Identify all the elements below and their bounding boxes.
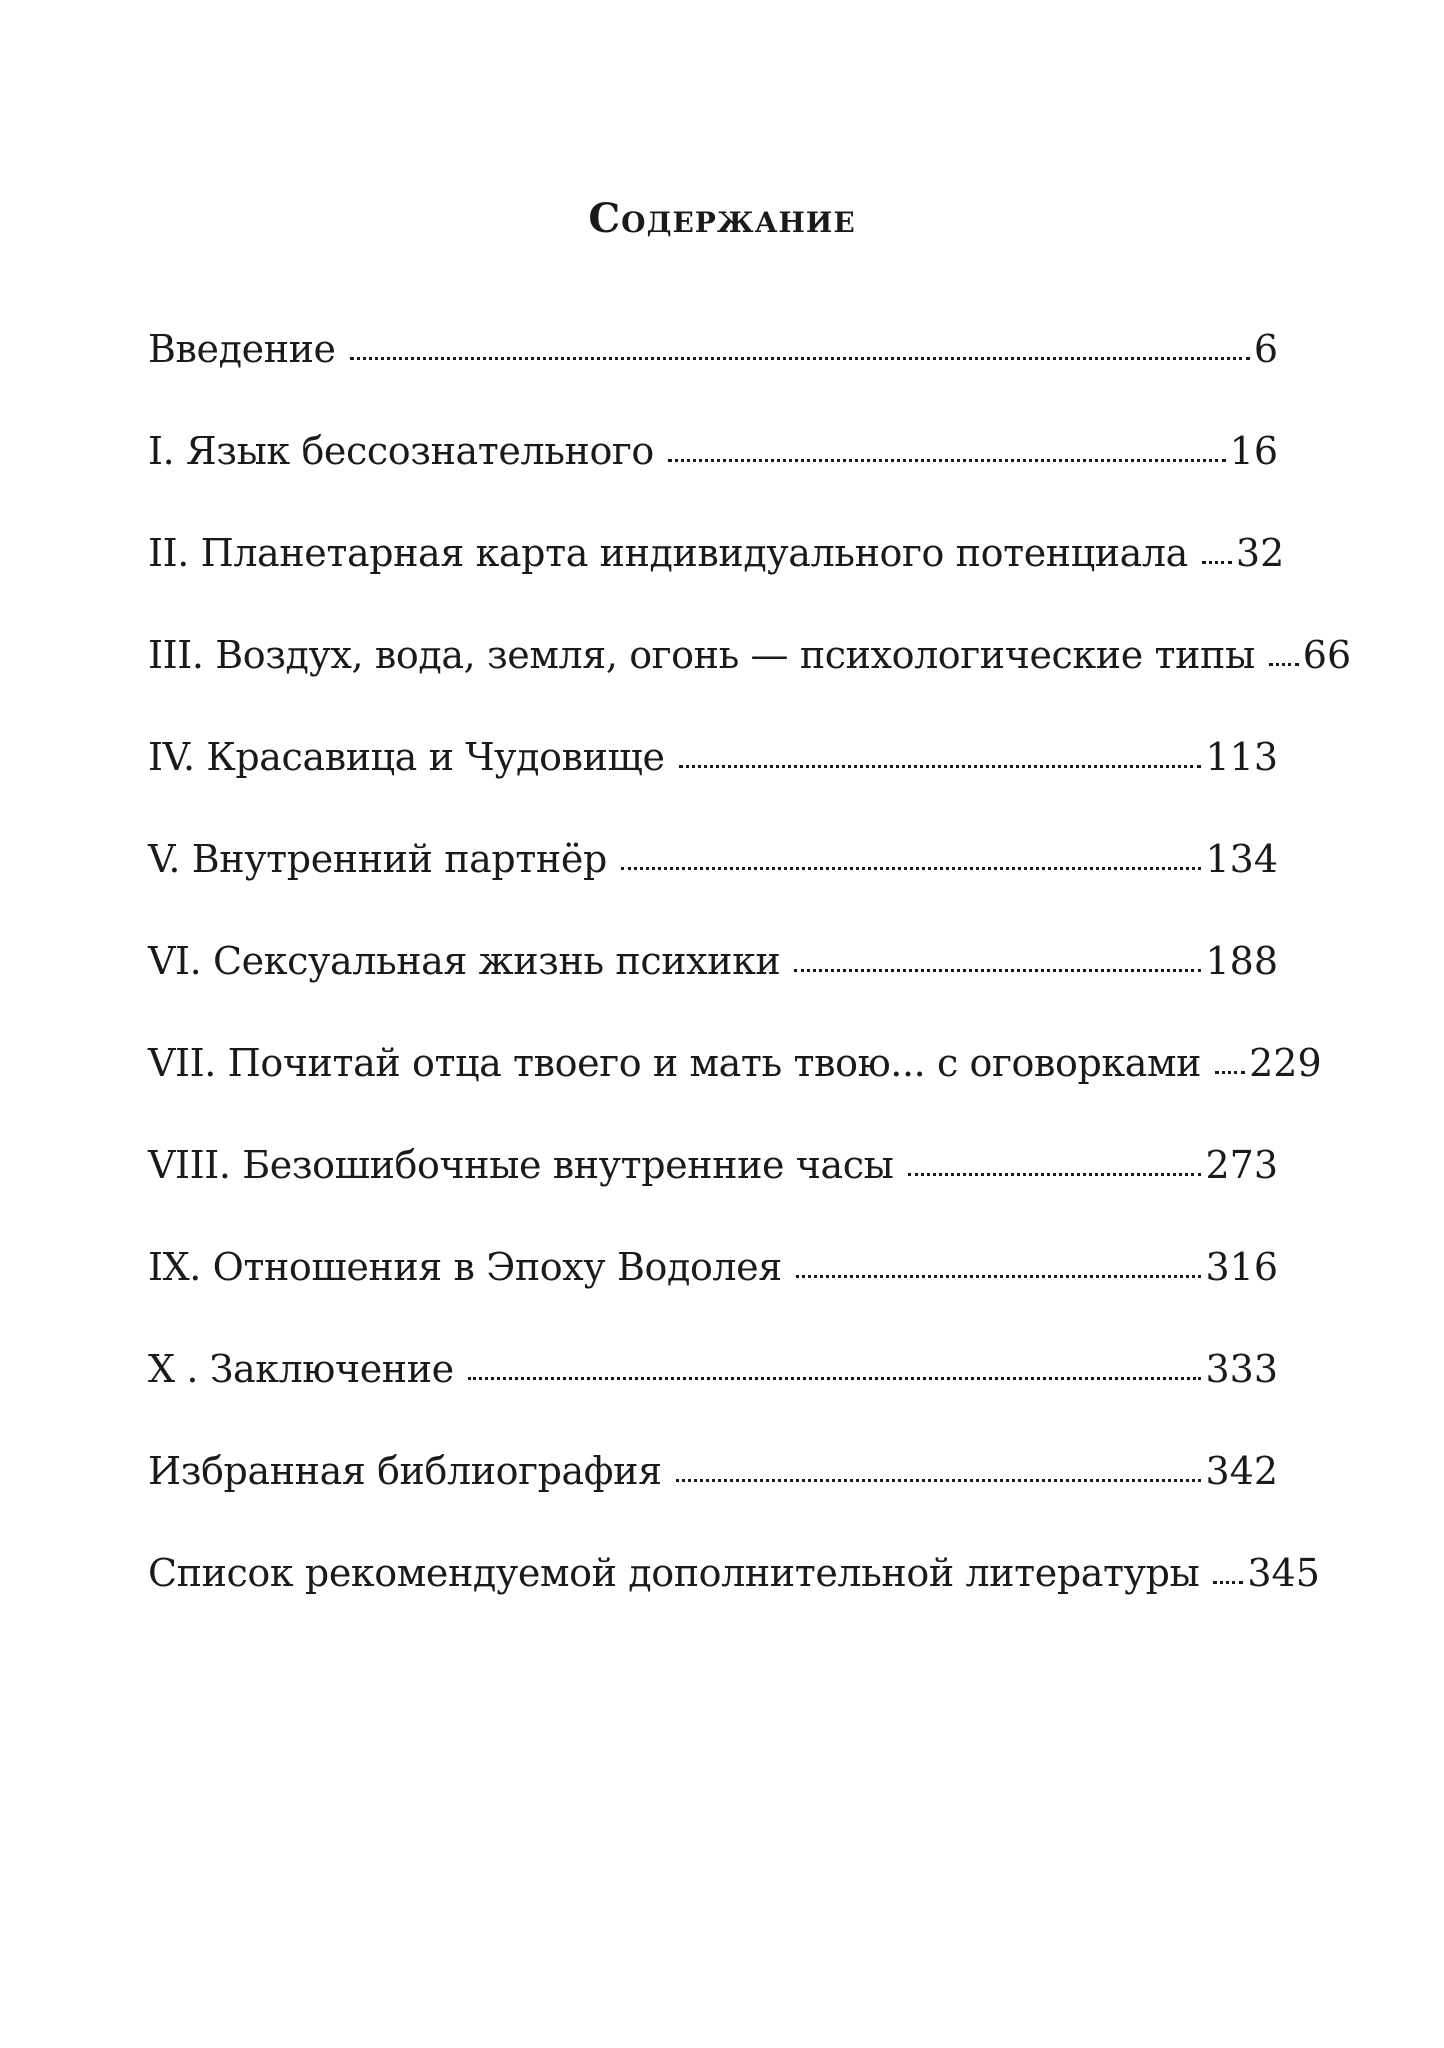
dot-leader bbox=[350, 357, 1250, 360]
dot-leader bbox=[794, 969, 1201, 972]
toc-entry-page-number: 6 bbox=[1253, 327, 1278, 371]
toc-entry-page-number: 273 bbox=[1205, 1143, 1278, 1187]
toc-entry-page-number: 134 bbox=[1205, 837, 1278, 881]
toc-entry-title: I. Язык бессознательного bbox=[148, 429, 654, 473]
toc-entry-page-number: 333 bbox=[1205, 1347, 1278, 1391]
dot-leader bbox=[1202, 561, 1232, 564]
toc-entry-page-number: 66 bbox=[1302, 633, 1352, 677]
toc-entry-title: VIII. Безошибочные внутренние часы bbox=[148, 1143, 894, 1187]
dot-leader bbox=[679, 765, 1202, 768]
toc-entry-title: VII. Почитай отца твоего и мать твою... с оговорками bbox=[148, 1041, 1202, 1085]
toc-entry-title: Введение bbox=[148, 327, 336, 371]
toc-entry-chapter-4 bbox=[148, 735, 1278, 840]
toc-entry-page-number: 316 bbox=[1205, 1245, 1278, 1289]
toc-entry-chapter-5 bbox=[148, 837, 1278, 942]
dot-leader bbox=[668, 459, 1226, 462]
toc-entry-chapter-3 bbox=[148, 633, 1352, 738]
toc-entry-title: V. Внутренний партнёр bbox=[148, 837, 607, 881]
table-of-contents bbox=[148, 327, 1352, 1656]
toc-entry-chapter-9 bbox=[148, 1245, 1278, 1350]
toc-entry-page-number: 229 bbox=[1249, 1041, 1322, 1085]
toc-entry-chapter-1 bbox=[148, 429, 1278, 534]
dot-leader bbox=[468, 1377, 1202, 1380]
toc-entry-chapter-10 bbox=[148, 1347, 1278, 1452]
toc-entry-title: IV. Красавица и Чудовище bbox=[148, 735, 665, 779]
dot-leader bbox=[1215, 1071, 1245, 1074]
toc-entry-title: Избранная библиография bbox=[148, 1449, 662, 1493]
toc-entry-title: Список рекомендуемой дополнительной литературы bbox=[148, 1551, 1200, 1595]
dot-leader bbox=[1269, 663, 1299, 666]
dot-leader bbox=[908, 1173, 1202, 1176]
toc-entry-page-number: 345 bbox=[1247, 1551, 1320, 1595]
toc-entry-page-number: 32 bbox=[1235, 531, 1285, 575]
dot-leader bbox=[676, 1479, 1202, 1482]
toc-entry-page-number: 342 bbox=[1205, 1449, 1278, 1493]
toc-entry-bibliography bbox=[148, 1449, 1278, 1554]
toc-entry-title: X . Заключение bbox=[148, 1347, 454, 1391]
toc-entry-further-reading bbox=[148, 1551, 1320, 1656]
toc-entry-page-number: 16 bbox=[1229, 429, 1278, 473]
toc-entry-title: VI. Сексуальная жизнь психики bbox=[148, 939, 781, 983]
toc-entry-chapter-8 bbox=[148, 1143, 1278, 1248]
page-title: Содержание bbox=[588, 194, 856, 242]
toc-entry-title: IX. Отношения в Эпоху Водолея bbox=[148, 1245, 782, 1289]
toc-entry-chapter-6 bbox=[148, 939, 1278, 1044]
toc-entry-page-number: 188 bbox=[1205, 939, 1278, 983]
dot-leader bbox=[1213, 1581, 1243, 1584]
toc-entry-introduction bbox=[148, 327, 1278, 432]
toc-entry-title: II. Планетарная карта индивидуального потенциала bbox=[148, 531, 1188, 575]
toc-entry-page-number: 113 bbox=[1205, 735, 1278, 779]
toc-entry-chapter-2 bbox=[148, 531, 1285, 636]
dot-leader bbox=[796, 1275, 1202, 1278]
dot-leader bbox=[621, 867, 1202, 870]
toc-entry-chapter-7 bbox=[148, 1041, 1322, 1146]
toc-entry-title: III. Воздух, вода, земля, огонь — психологические типы bbox=[148, 633, 1255, 677]
